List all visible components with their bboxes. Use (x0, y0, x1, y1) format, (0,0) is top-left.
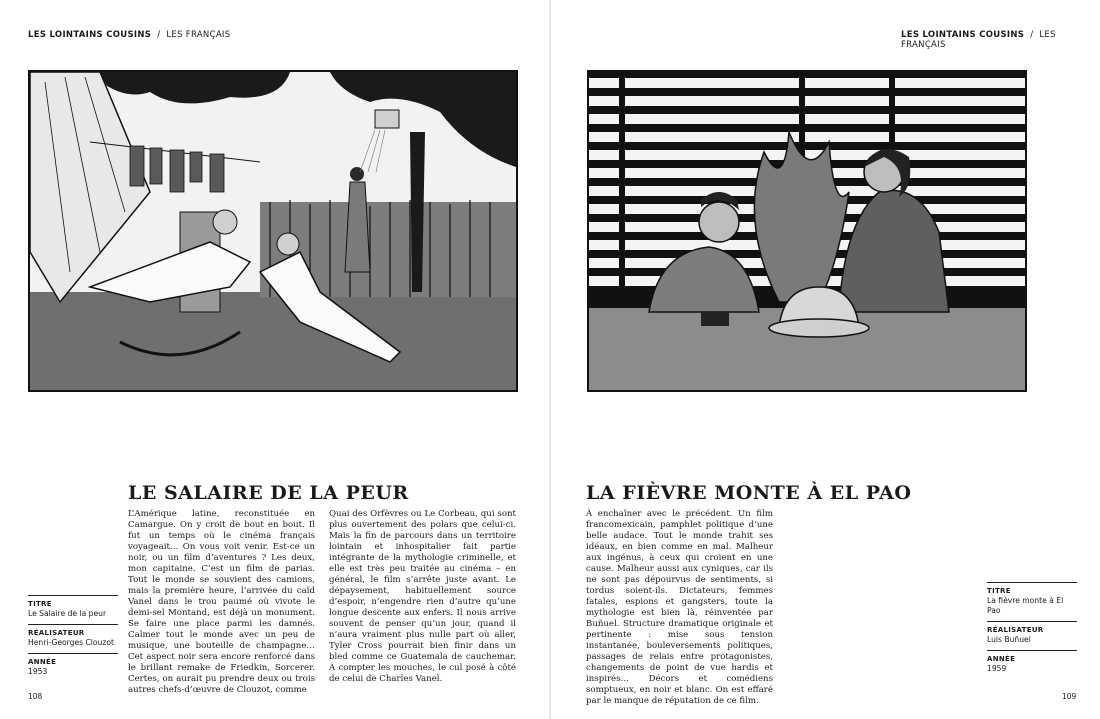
film-meta-right (987, 582, 1077, 679)
page-number: 109 (1062, 692, 1077, 701)
meta-year-block: ANNÉE 1953 (28, 653, 118, 677)
running-head-left: LES LOINTAINS COUSINS / LES FRANÇAIS (28, 30, 231, 40)
article-column-1: À enchaîner avec le précédent. Un film francomexicain, pamphlet politique d’une belle audace. Tout le monde trahit ses idéaux, en bien comme en mal. Malheur aux ingénus, à ceux qui croient en une cause. Malheur aussi aux cyniques, car ils ne sont pas dépourvus de sentiments, si tordus soient-ils. Dictateurs, femmes fatales, espions et gangsters, toute la mythologie est bien là, réinventée par Buñuel. Structure dramatique originale et pertinente : mise sous tension instantanée, bouleversements politiques, passages de relais entre protagonistes, changements de point de vue hardis et inspirés… Décors et comédiens somptueux, en noir et blanc. On est effaré par le manque de réputation de ce film. (586, 509, 773, 706)
article-column-1: L’Amérique latine, reconstituée en Camargue. On y croit de bout en bout. Il fut un temps où le cinéma français voyageait… On vous voit venir. Est-ce un noir, ou un film d’aventures ? Les deux, mon capitaine. C’est un film de parias. Tout le monde se souvient des camions, mais la première heure, l’arrivée du caïd Vanel dans le trou paumé où vivote le demi-sel Montand, est déjà un monument. Se faire une place parmi les damnés. Calmer tout le monde avec un peu de musique, une bouteille de champagne… Cet aspect noir sera encore renforcé dans le brillant remake de Friedkin, Sorcerer. Certes, on aurait pu prendre deux ou trois autres chefs-d’œuvre de Clouzot, comme (128, 509, 315, 695)
meta-year-block: ANNÉE 1959 (987, 650, 1077, 674)
illustration-fievre (587, 70, 1027, 392)
running-head-right: LES LOINTAINS COUSINS / LES FRANÇAIS (901, 30, 1056, 50)
meta-title-block: TITRE Le Salaire de la peur (28, 595, 118, 619)
film-meta-left (28, 595, 118, 682)
illustration-salaire (28, 70, 518, 392)
meta-director-block: RÉALISATEUR Luis Buñuel (987, 621, 1077, 645)
left-page (0, 0, 549, 719)
article-title: LA FIÈVRE MONTE À EL PAO (586, 482, 912, 504)
article-title: LE SALAIRE DE LA PEUR (128, 482, 409, 504)
meta-title-block: TITRE La fièvre monte à El Pao (987, 582, 1077, 616)
page-number: 108 (28, 692, 43, 701)
right-page (551, 0, 1100, 719)
meta-director-block: RÉALISATEUR Henri-Georges Clouzot (28, 624, 118, 648)
article-column-2: Quai des Orfèvres ou Le Corbeau, qui sont plus ouvertement des polars que celui-ci. Mais la fin de parcours dans un territoire lointain et inhospitalier fait partie intégrante de la mythologie criminelle, et elle est très peu traitée au cinéma – en général, le film s’arrête juste avant. Le dépaysement, habituellement source d’espoir, n’engendre rien d’autre qu’une longue descente aux enfers. Il nous arrive souvent de penser qu’un jour, quand il n’aura vraiment plus nulle part où aller, Tyler Cross pourrait bien finir dans un bled comme ce Guatemala de cauchemar. À compter les mouches, le cul posé à côté de celui de Charles Vanel. (329, 509, 516, 684)
